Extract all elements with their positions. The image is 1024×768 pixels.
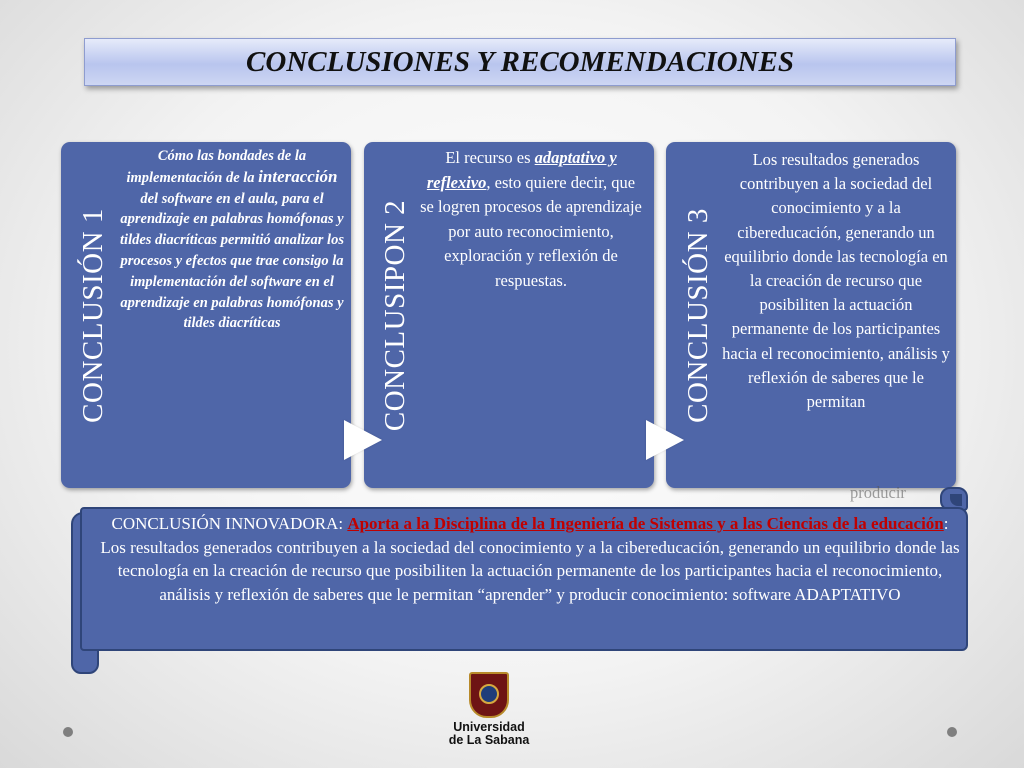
- innovative-conclusion-text: [100, 512, 960, 606]
- overflow-text: producir: [850, 483, 906, 502]
- university-logo: [444, 672, 534, 747]
- decorative-dot-left: [63, 727, 73, 737]
- conclusion-3-text: Los resultados generados contribuyen a la sociedad del conocimiento y a la cibereducación, generando un equilibrio donde las tecnología en la creación de recurso que posibiliten la actuación permanente de los participantes hacia el reconocimiento, análisis y reflexión de saberes que le permitan: [722, 150, 950, 412]
- conclusion-1-label: CONCLUSIÓN 1: [76, 207, 109, 423]
- conclusion-2-card: [364, 142, 654, 488]
- conclusion-2-emphasis: adaptativo y reflexivo: [426, 148, 617, 192]
- conclusion-1-text: Cómo las bondades de la implementación de la interacción del software en el aula, para el aprendizaje en palabras homófonas y tildes diacríticas permitió analizar los procesos y efectos que trae consigo la implementación del software en el aprendizaje en palabras homófonas y tildes diacríticas: [120, 148, 344, 332]
- university-name: Universidad de La Sabana: [448, 720, 530, 747]
- conclusion-1-card: [61, 142, 351, 488]
- innovative-conclusion-lead: CONCLUSIÓN INNOVADORA:: [111, 514, 344, 533]
- conclusion-2-text: El recurso es adaptativo y reflexivo, esto quiere decir, que se logren procesos de aprendizaje por auto reconocimiento, exploración y reflexión de respuestas.: [420, 148, 642, 290]
- shield-icon: [469, 672, 509, 718]
- slide-title: CONCLUSIONES Y RECOMENDACIONES: [246, 45, 794, 78]
- innovative-conclusion-body: : Los resultados generados contribuyen a la sociedad del conocimiento y a la cibereducación, generando un equilibrio donde las tecnología en la creación de recurso que posibiliten la actuación permanente de los participantes hacia el reconocimiento, análisis y reflexión de saberes que le permitan “aprender” y producir conocimiento: software ADAPTATIVO: [100, 514, 960, 604]
- conclusion-1-keyword: interacción: [258, 166, 338, 186]
- conclusion-3-card: [666, 142, 956, 488]
- conclusion-2-label: CONCLUSIPON 2: [379, 199, 412, 431]
- innovative-conclusion-highlight: Aporta a la Disciplina de la Ingeniería de Sistemas y a las Ciencias de la educación: [347, 514, 944, 533]
- arrow-right-icon: [646, 420, 684, 460]
- decorative-dot-right: [947, 727, 957, 737]
- conclusion-3-label: CONCLUSIÓN 3: [681, 207, 714, 423]
- arrow-right-icon: [344, 420, 382, 460]
- slide-title-box: [84, 38, 956, 86]
